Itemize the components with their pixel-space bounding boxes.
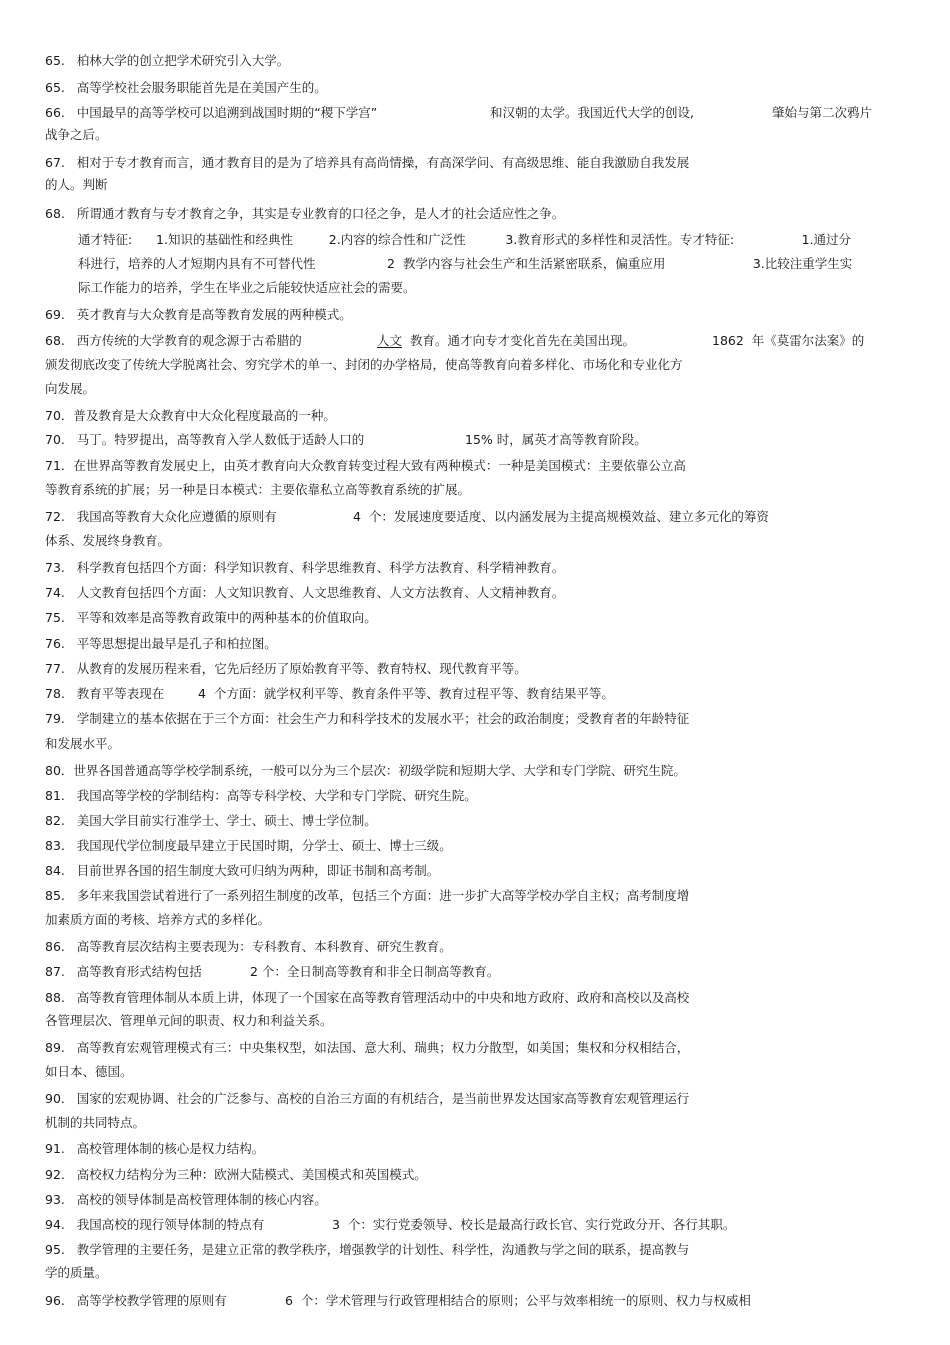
text-line: 向发展。 <box>45 381 96 396</box>
text-line: 91. 高校管理体制的核心是权力结构。 <box>45 1141 265 1156</box>
text-line: 78. 教育平等表现在 <box>45 686 165 701</box>
text-line: 81. 我国高等学校的学制结构：高等专科学校、大学和专门学院、研究生院。 <box>45 788 477 803</box>
text-line: 77. 从教育的发展历程来看，它先后经历了原始教育平等、教育特权、现代教育平等。 <box>45 661 527 676</box>
text-line: 66. 中国最早的高等学校可以追溯到战国时期的“稷下学宫” <box>45 105 378 120</box>
text-line: 通才特征: 1.知识的基础性和经典性 2.内容的综合性和广泛性 3.教育形式的多样性和灵活性。专才特征: 1.通过分 <box>78 232 852 247</box>
text-line: 86. 高等教育层次结构主要表现为：专科教育、本科教育、研究生教育。 <box>45 939 452 954</box>
text-line: 76. 平等思想提出最早是孔子和柏拉图。 <box>45 636 277 651</box>
text-line: 90. 国家的宏观协调、社会的广泛参与、高校的自治三方面的有机结合，是当前世界发达国家高等教育宏观管理运行 <box>45 1091 690 1106</box>
text-line: 和汉朝的太学。我国近代大学的创设, <box>490 105 694 120</box>
text-line: 65. 高等学校社会服务职能首先是在美国产生的。 <box>45 80 327 95</box>
text-line: 学的质量。 <box>45 1265 108 1280</box>
text-line: 72. 我国高等教育大众化应遵循的原则有 <box>45 509 277 524</box>
text-line: 74. 人文教育包括四个方面：人文知识教育、人文思维教育、人文方法教育、人文精神教育。 <box>45 585 565 600</box>
text-line: 教育。通才向专才变化首先在美国出现。 <box>410 333 636 348</box>
text-line: 65. 柏林大学的创立把学术研究引入大学。 <box>45 53 290 68</box>
text-line: 体系、发展终身教育。 <box>45 533 171 548</box>
text-line: 机制的共同特点。 <box>45 1115 146 1130</box>
text-line: 68. 所谓通才教育与专才教育之争，其实是专业教育的口径之争，是人才的社会适应性之争。 <box>45 206 565 221</box>
text-line: 71．在世界高等教育发展史上，由英才教育向大众教育转变过程大致有两种模式：一种是美国模式：主要依靠公立高 <box>45 458 686 473</box>
text-line: 4 个方面：就学权利平等、教育条件平等、教育过程平等、教育结果平等。 <box>198 686 614 701</box>
text-line: 颁发彻底改变了传统大学脱离社会、穷究学术的单一、封闭的办学格局，使高等教育向着多样化、市场化和专业化方 <box>45 357 683 372</box>
text-line: 69. 英才教育与大众教育是高等教育发展的两种模式。 <box>45 307 352 322</box>
text-line: 人文 <box>377 333 403 348</box>
text-line: 和发展水平。 <box>45 736 121 751</box>
text-line: 82. 美国大学目前实行准学士、学士、硕士、博士学位制。 <box>45 813 377 828</box>
text-line: 70．普及教育是大众教育中大众化程度最高的一种。 <box>45 408 336 423</box>
text-line: 93. 高校的领导体制是高校管理体制的核心内容。 <box>45 1192 327 1207</box>
text-line: 85. 多年来我国尝试着进行了一系列招生制度的改革，包括三个方面：进一步扩大高等学校办学自主权；高考制度增 <box>45 888 690 903</box>
text-line: 等教育系统的扩展；另一种是日本模式：主要依靠私立高等教育系统的扩展。 <box>45 482 471 497</box>
text-line: 96. 高等学校教学管理的原则有 <box>45 1293 227 1308</box>
text-line: 67. 相对于专才教育而言，通才教育目的是为了培养具有高尚情操，有高深学问、有高级思维、能自我激励自我发展 <box>45 155 690 170</box>
text-line: 75. 平等和效率是高等教育政策中的两种基本的价值取向。 <box>45 610 377 625</box>
text-line: 92. 高校权力结构分为三种：欧洲大陆模式、美国模式和英国模式。 <box>45 1167 427 1182</box>
text-line: 95. 教学管理的主要任务，是建立正常的教学秩序，增强教学的计划性、科学性，沟通教与学之间的联系，提高教与 <box>45 1242 690 1257</box>
text-line: 科进行，培养的人才短期内具有不可替代性 2 教学内容与社会生产和生活紧密联系，偏重应用 3.比较注重学生实 <box>78 256 853 271</box>
text-line: 89. 高等教育宏观管理模式有三：中央集权型，如法国、意大利、瑞典；权力分散型，如美国；集权和分权相结合， <box>45 1040 690 1055</box>
text-line: 94. 我国高校的现行领导体制的特点有 <box>45 1217 265 1232</box>
text-line: 15% 时，属英才高等教育阶段。 <box>465 432 647 447</box>
text-line: 如日本、德国。 <box>45 1064 133 1079</box>
text-line: 4 个：发展速度要适度、以内涵发展为主提高规模效益、建立多元化的筹资 <box>353 509 769 524</box>
text-line: 战争之后。 <box>45 127 108 142</box>
text-line: 际工作能力的培养，学生在毕业之后能较快适应社会的需要。 <box>78 280 416 295</box>
text-line: 的人。判断 <box>45 177 108 192</box>
text-line: 79. 学制建立的基本依据在于三个方面：社会生产力和科学技术的发展水平；社会的政治制度；受教育者的年龄特征 <box>45 711 690 726</box>
text-line: 84. 目前世界各国的招生制度大致可归纳为两种，即证书制和高考制。 <box>45 863 440 878</box>
text-line: 2 个：全日制高等教育和非全日制高等教育。 <box>250 964 500 979</box>
text-line: 80．世界各国普通高等学校学制系统，一般可以分为三个层次：初级学院和短期大学、大学和专门学院、研究生院。 <box>45 763 686 778</box>
text-line: 各管理层次、管理单元间的职责、权力和利益关系。 <box>45 1013 333 1028</box>
text-line: 肇始与第二次鸦片 <box>772 105 873 120</box>
text-line: 70. 马丁。特罗提出，高等教育入学人数低于适龄人口的 <box>45 432 365 447</box>
text-line: 83. 我国现代学位制度最早建立于民国时期，分学士、硕士、博士三级。 <box>45 838 452 853</box>
text-line: 3 个：实行党委领导、校长是最高行政长官、实行党政分开、各行其职。 <box>332 1217 736 1232</box>
text-line: 73. 科学教育包括四个方面：科学知识教育、科学思维教育、科学方法教育、科学精神教育。 <box>45 560 565 575</box>
text-line: 88. 高等教育管理体制从本质上讲，体现了一个国家在高等教育管理活动中的中央和地方政府、政府和高校以及高校 <box>45 990 690 1005</box>
text-line: 加素质方面的考核、培养方式的多样化。 <box>45 912 271 927</box>
text-line: 1862 年《莫雷尔法案》的 <box>712 333 865 348</box>
text-line: 68. 西方传统的大学教育的观念源于古希腊的 <box>45 333 302 348</box>
text-line: 87. 高等教育形式结构包括 <box>45 964 202 979</box>
text-line: 6 个：学术管理与行政管理相结合的原则；公平与效率相统一的原则、权力与权威相 <box>285 1293 751 1308</box>
